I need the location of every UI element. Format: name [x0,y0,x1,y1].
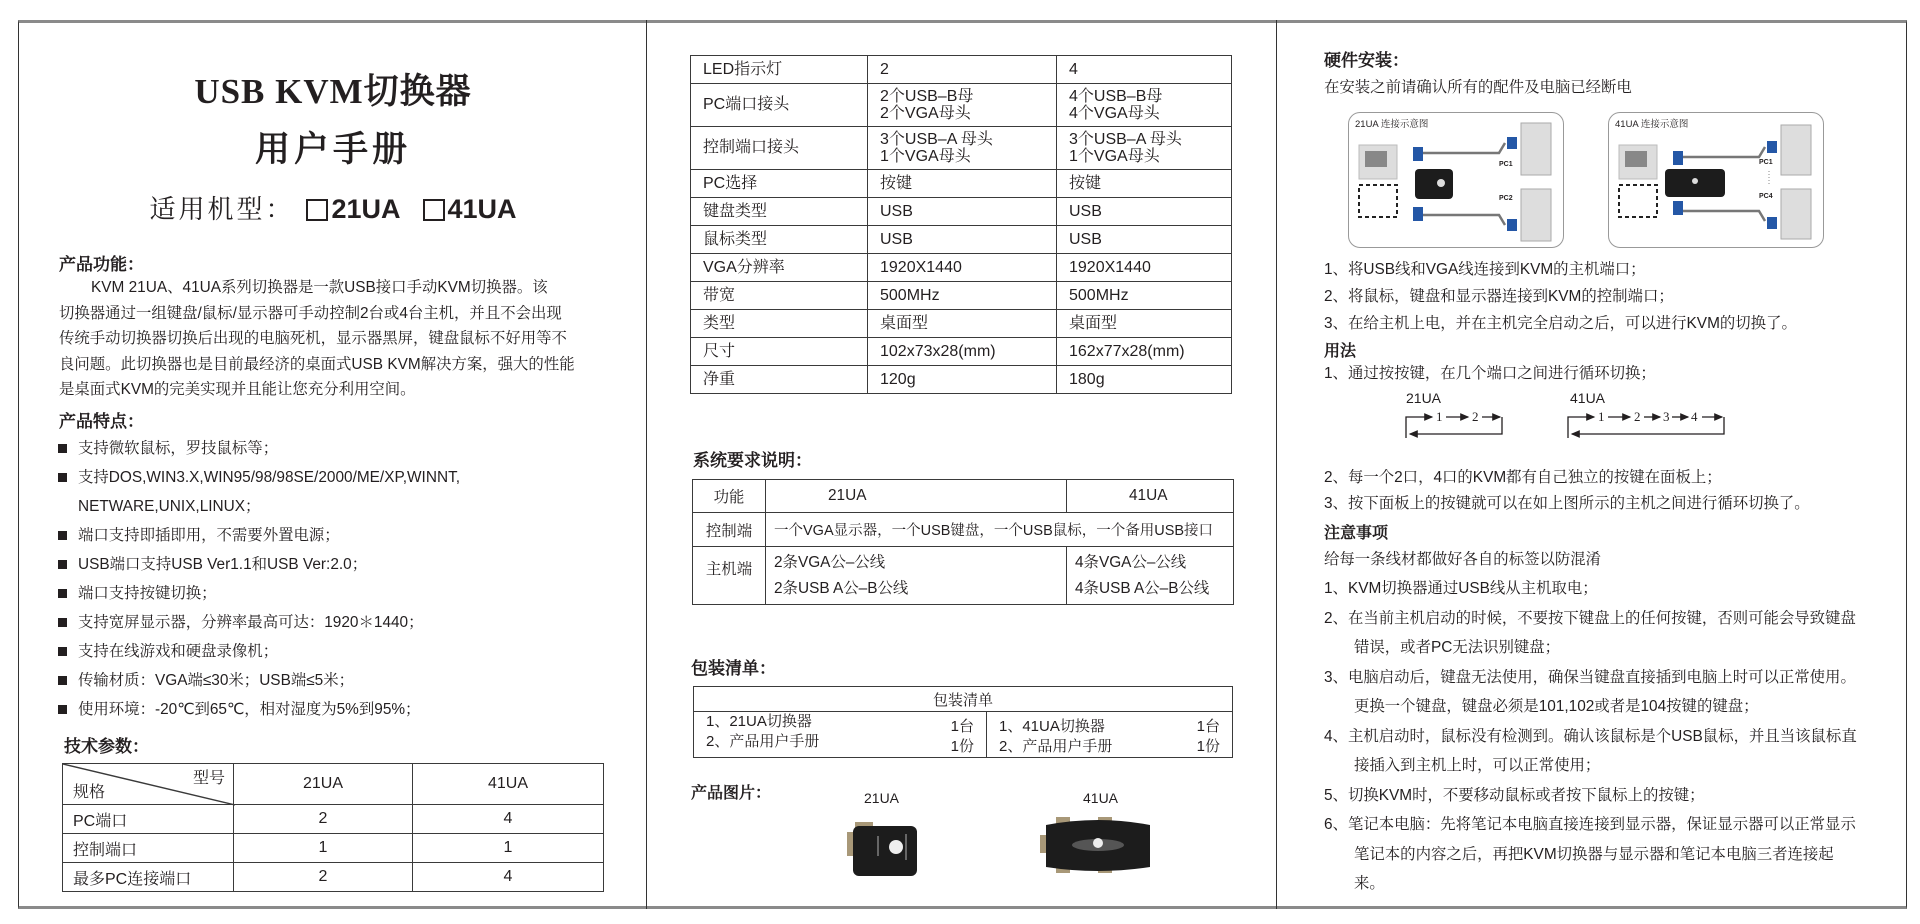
table-row [691,338,1232,366]
bullet-square-icon [58,444,67,453]
checkbox-21ua[interactable] [306,199,328,221]
bullet-square-icon [58,531,67,540]
bullet-square-icon [58,473,67,482]
diagram-title: 41UA 连接示意图 [1615,119,1689,130]
table-cell: 162x77x28(mm) [1057,338,1232,366]
install-heading: 硬件安装： [1324,51,1409,70]
cycle-arrows [1404,408,1764,442]
feature-item: 端口支持即插即用，不需要外置电源； [58,521,460,550]
functions-line: 良问题。此切换器也是目前最经济的桌面式USB KVM解决方案，强大的性能 [59,355,575,373]
manual-title: USB KVM切换器 [194,72,472,111]
panel-divider [1276,20,1277,909]
table-cell: 桌面型 [868,310,1057,338]
photo-heading: 产品图片： [691,785,772,802]
tech-heading: 技术参数： [64,737,149,756]
table-cell: 按键 [1057,170,1232,198]
usage-heading: 用法 [1324,343,1357,360]
table-cell: 按键 [868,170,1057,198]
functions-line: 是桌面式KVM的完美实现并且能让您充分利用空间。 [59,381,416,398]
table-row: 主机端 2条VGA公–公线 2条USB A公–B公线 4条VGA公–公线 4条USB A公–B公线 [693,547,1234,605]
note-item: 3、电脑启动后，键盘无法使用，确保当键盘直接插到电脑上时可以正常使用。更换一个键盘，键盘必须是101,102或者是104按键的键盘； [1324,668,1856,715]
functions-line: KVM 21UA、41UA系列切换器是一款USB接口手动KVM切换器。该 [91,279,548,296]
photo-label-41ua: 41UA [1083,790,1119,806]
features-heading: 产品特点： [59,412,144,431]
model-41ua: 41UA [447,194,517,224]
feature-item: 端口支持按键切换； [58,579,460,608]
applicable-models [20,189,646,226]
table-cell: 净重 [691,366,868,394]
table-cell: 4个USB–B母 4个VGA母头 [1057,84,1232,127]
notes-heading: 注意事项 [1324,525,1389,542]
feature-item: 支持DOS,WIN3.X,WIN95/98/98SE/2000/ME/XP,WINNT, NETWARE,UNIX,LINUX； [58,463,460,521]
diagonal-header-cell [63,764,234,805]
table-cell: 2 [868,56,1057,84]
table-cell: 1920X1440 [868,254,1057,282]
table-cell: USB [868,226,1057,254]
table-cell: 键盘类型 [691,198,868,226]
packing-heading: 包装清单： [691,659,776,678]
pc1-label: PC1 [1759,159,1773,166]
panel-instructions [1278,24,1906,904]
table-row [691,127,1232,170]
usage-step: 1、通过按按键，在几个端口之间进行循环切换； [1324,365,1656,382]
table-row [691,226,1232,254]
table-cell: 带宽 [691,282,868,310]
table-cell: 鼠标类型 [691,226,868,254]
bullet-square-icon [58,676,67,685]
notes-intro: 给每一条线材都做好各自的标签以防混淆 [1324,551,1602,568]
pc2-label: PC2 [1499,195,1513,202]
table-row: 控制端 一个VGA显示器，一个USB键盘，一个USB鼠标，一个备用USB接口 [693,513,1234,547]
connection-illustration [1349,113,1563,247]
cycle-label-41ua: 41UA [1570,390,1606,406]
table-cell: 120g [868,366,1057,394]
table-cell: 102x73x28(mm) [868,338,1057,366]
cycle-port: 1 [1436,409,1443,424]
feature-item: 使用环境：-20℃到65℃，相对湿度为5%到95%； [58,695,460,724]
usage-step: 3、按下面板上的按键就可以在如上图所示的主机之间进行循环切换了。 [1324,495,1810,512]
table-row: 最多PC连接端口 2 4 [63,863,604,892]
manual-subtitle: 用户手册 [254,130,411,169]
column-header: 21UA [234,764,413,805]
usage-step: 2、每一个2口，4口的KVM都有自己独立的按键在面板上； [1324,469,1722,486]
note-item: 4、主机启动时，鼠标没有检测到。确认该鼠标是个USB鼠标，并且当该鼠标直接插入到主机上时，可以正常使用； [1324,727,1857,774]
table-row [691,198,1232,226]
diagram-title: 21UA 连接示意图 [1355,119,1429,130]
features-list [58,434,460,724]
functions-line: 传统手动切换器切换后出现的电脑死机，显示器黑屏，键盘鼠标不好用等不 [59,330,567,347]
column-header: 41UA [1067,480,1234,513]
cycle-port: 3 [1663,409,1670,424]
bullet-square-icon [58,705,67,714]
table-cell: USB [868,198,1057,226]
photo-label-21ua: 21UA [864,790,900,806]
table-cell: USB [1057,226,1232,254]
table-row [691,254,1232,282]
notes-list [1324,574,1860,899]
table-cell: 1920X1440 [1057,254,1232,282]
system-requirements-table [692,479,1234,605]
note-item: 5、切换KVM时，不要移动鼠标或者按下鼠标上的按键； [1324,786,1705,804]
panel-cover [20,24,646,904]
table-cell: 尺寸 [691,338,868,366]
table-row [691,56,1232,84]
table-cell: 2个USB–B母 2个VGA母头 [868,84,1057,127]
kvm-21ua-photo [843,812,923,882]
note-item: 6、笔记本电脑：先将笔记本电脑直接连接到显示器，保证显示器可以正常显示笔记本的内容之后，再把KVM切换器与显示器和笔记本电脑三者连接起来。 [1324,816,1856,892]
bullet-square-icon [58,618,67,627]
models-label: 适用机型： [149,195,295,224]
pc4-label: PC4 [1759,193,1773,200]
functions-line: 切换器通过一组键盘/鼠标/显示器可手动控制2台或4台主机，并且不会出现 [59,304,562,322]
cycle-label-21ua: 21UA [1406,390,1442,406]
feature-item: 支持微软鼠标，罗技鼠标等； [58,434,460,463]
packing-list-table: 包装清单 1、21UA切换器 1台 2、产品用户手册 1份 1、41UA切换器 1台 2、产品用户手册 1份 [693,686,1233,758]
table-cell: 控制端口接头 [691,127,868,170]
table-row [691,282,1232,310]
pc1-label: PC1 [1499,161,1513,168]
functions-heading: 产品功能： [59,255,144,274]
cycle-port: 4 [1691,409,1698,424]
feature-item: 支持在线游戏和硬盘录像机； [58,637,460,666]
table-cell: 桌面型 [1057,310,1232,338]
cycle-port: 2 [1472,409,1479,424]
table-cell: LED指示灯 [691,56,868,84]
bullet-square-icon [58,647,67,656]
table-cell: 4 [1057,56,1232,84]
install-step: 3、在给主机上电，并在主机完全启动之后，可以进行KVM的切换了。 [1324,315,1797,332]
checkbox-41ua[interactable] [423,199,445,221]
table-cell: 3个USB–A 母头 1个VGA母头 [868,127,1057,170]
install-step: 2、将鼠标，键盘和显示器连接到KVM的控制端口； [1324,288,1674,305]
table-cell: VGA分辨率 [691,254,868,282]
install-step: 1、将USB线和VGA线连接到KVM的主机端口； [1324,261,1646,278]
column-header: 41UA [413,764,604,805]
table-cell: PC端口接头 [691,84,868,127]
kvm-41ua-photo [1038,809,1158,884]
table-row: PC端口 2 4 [63,805,604,834]
model-21ua: 21UA [331,194,401,224]
install-note: 在安装之前请确认所有的配件及电脑已经断电 [1324,79,1632,96]
panel-divider [646,20,647,909]
note-item: 1、KVM切换器通过USB线从主机取电； [1324,580,1598,597]
table-cell: 180g [1057,366,1232,394]
connection-illustration [1609,113,1823,247]
table-cell: 类型 [691,310,868,338]
column-header: 功能 [693,480,766,513]
model-label: 型号 [192,770,225,787]
bullet-square-icon [58,589,67,598]
feature-item: 支持宽屏显示器，分辨率最高可达：1920＊1440； [58,608,460,637]
table-row [691,84,1232,127]
note-item: 2、在当前主机启动的时候，不要按下键盘上的任何按键，否则可能会导致键盘错误，或者PC无法识别键盘； [1324,609,1856,656]
table-row [691,170,1232,198]
table-cell: USB [1057,198,1232,226]
tech-spec-table [62,763,604,892]
sys-heading: 系统要求说明： [693,451,812,470]
connection-diagram-21ua [1348,112,1564,248]
connection-diagram-41ua [1608,112,1824,248]
bullet-square-icon [58,560,67,569]
table-cell: 500MHz [1057,282,1232,310]
panel-specs [648,24,1276,904]
spec-continued-table [690,55,1232,394]
table-row [691,310,1232,338]
feature-item: USB端口支持USB Ver1.1和USB Ver:2.0； [58,550,460,579]
cycle-port: 1 [1598,409,1605,424]
column-header: 21UA [766,480,1067,513]
table-cell: 500MHz [868,282,1057,310]
spec-label: 规格 [73,784,106,801]
install-steps [1324,256,1797,337]
cycle-port: 2 [1634,409,1641,424]
table-row [691,366,1232,394]
feature-item: 传输材质：VGA端≤30米；USB端≤5米； [58,666,460,695]
table-cell: PC选择 [691,170,868,198]
functions-text [59,275,639,403]
table-row: 控制端口 1 1 [63,834,604,863]
packing-title: 包装清单 [694,687,1233,712]
table-cell: 3个USB–A 母头 1个VGA母头 [1057,127,1232,170]
